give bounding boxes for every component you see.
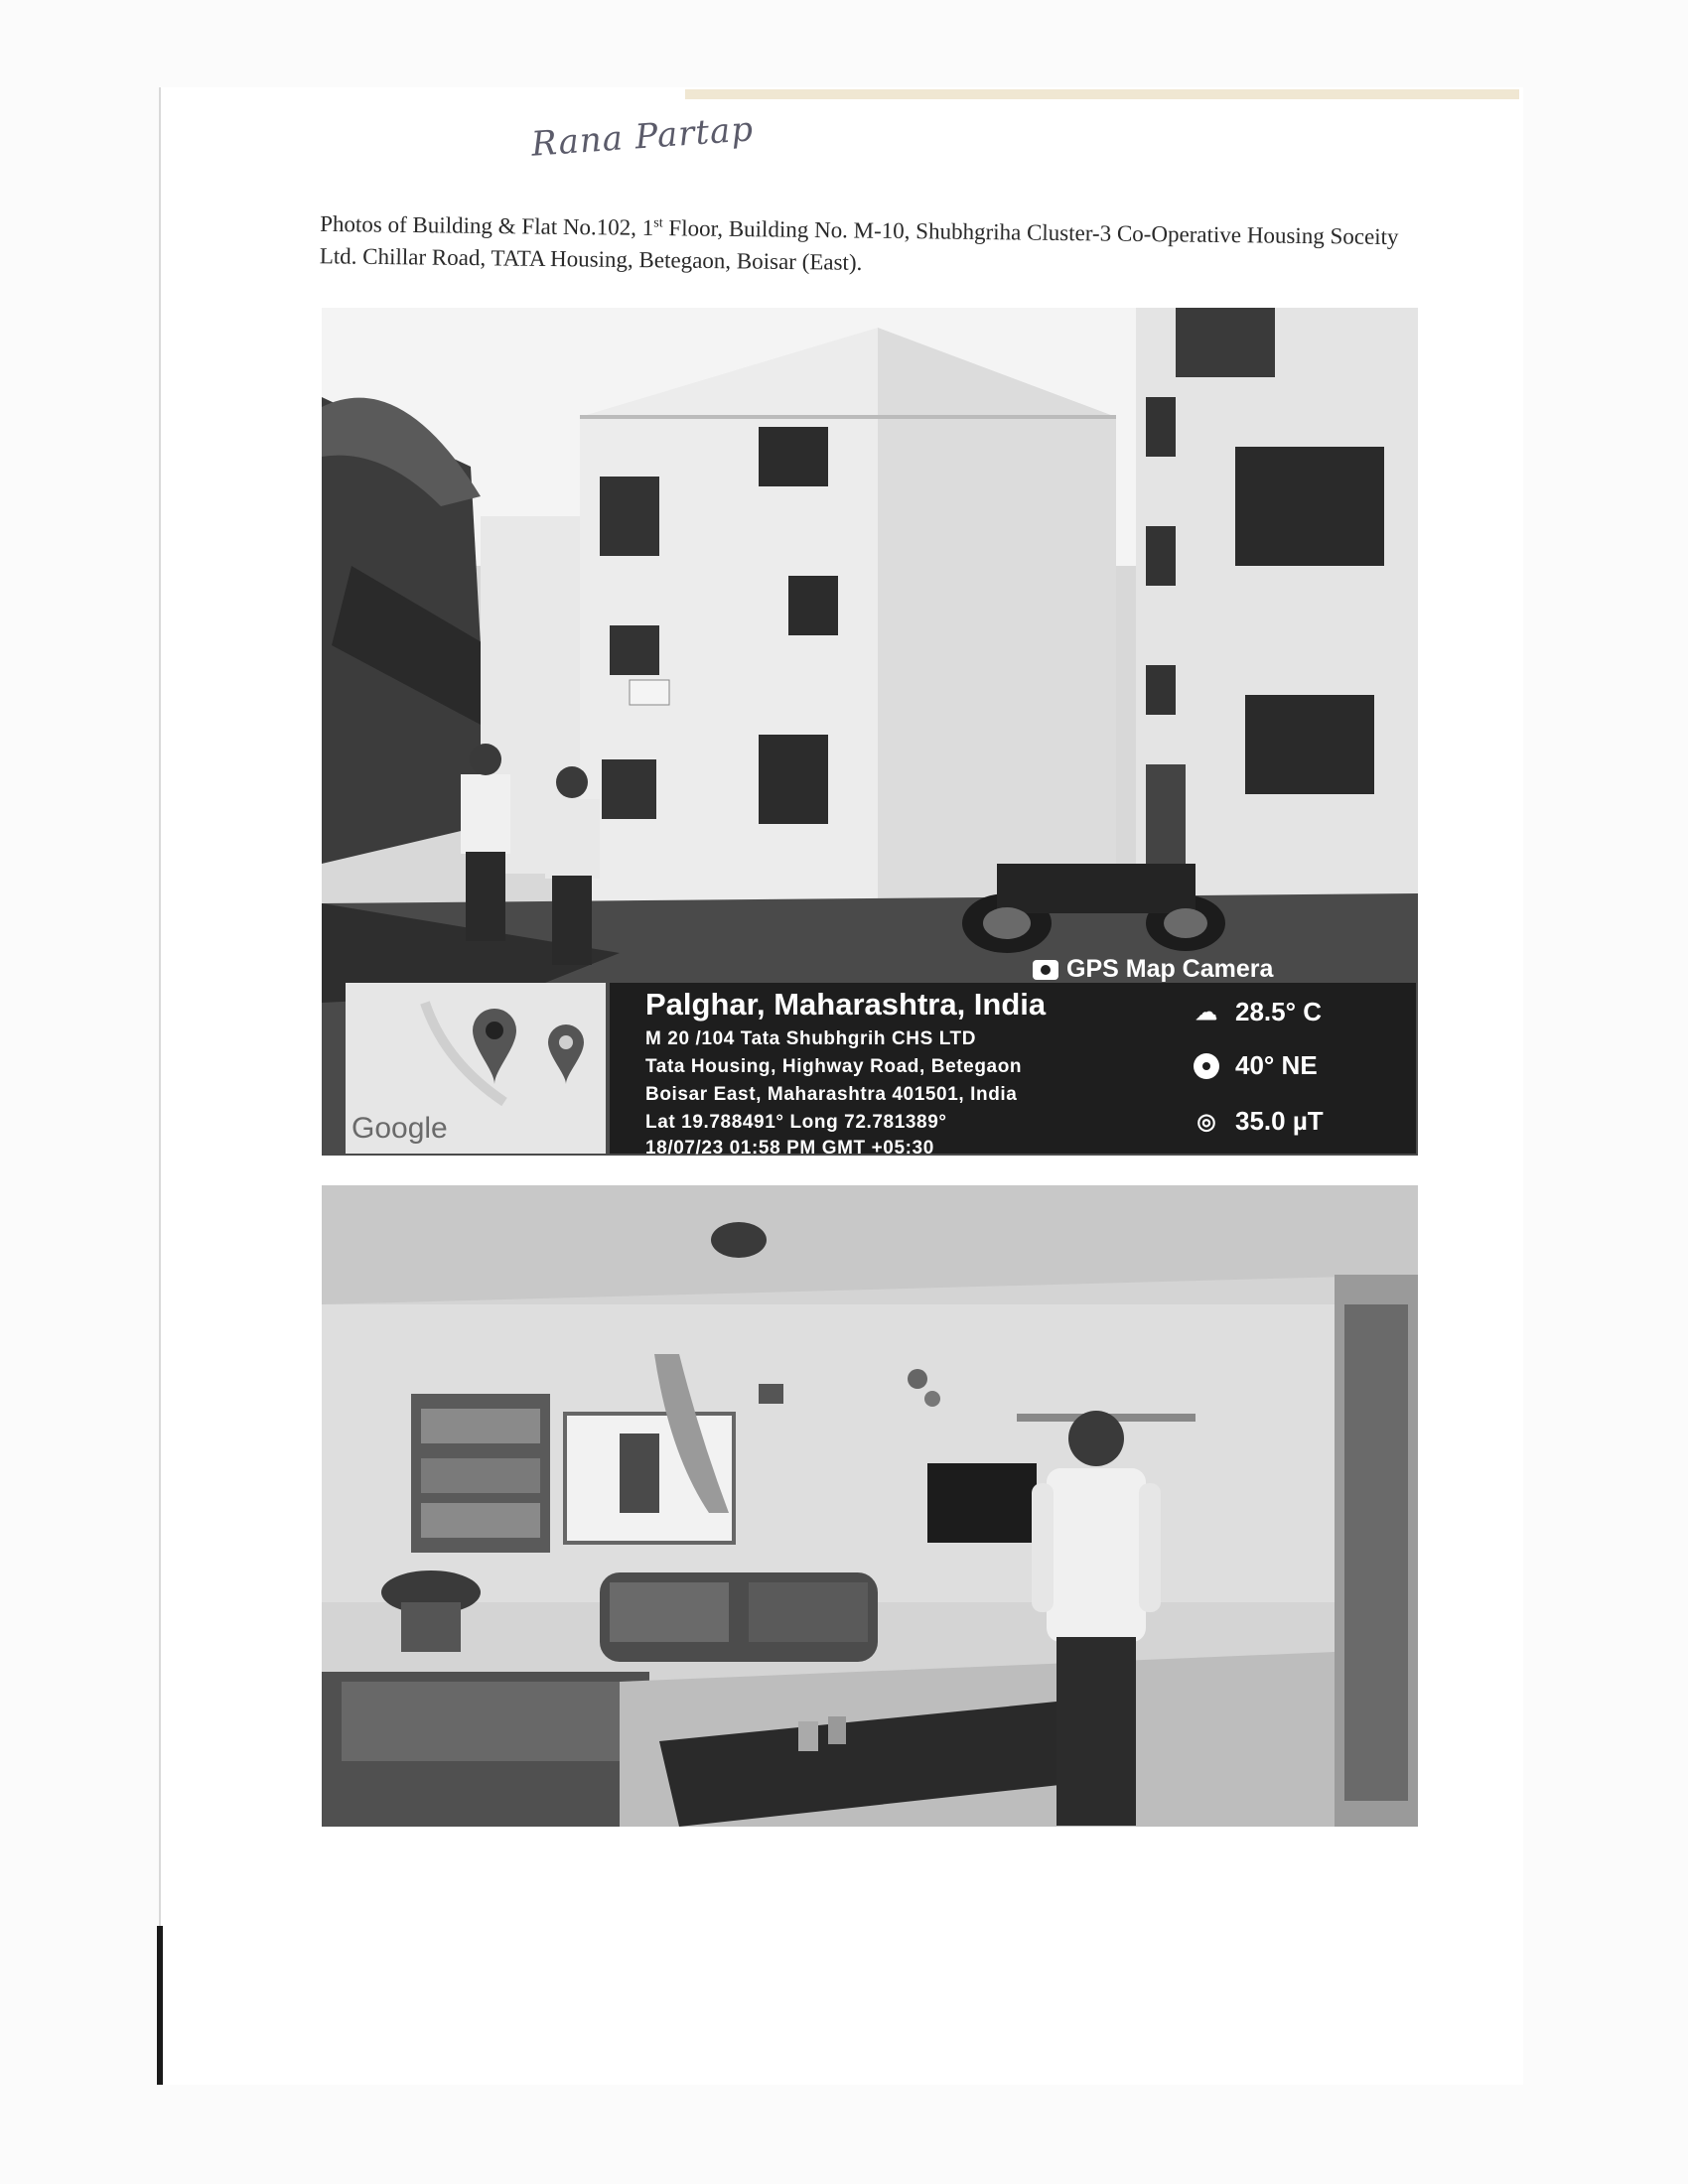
wind-stat	[1190, 1050, 1318, 1081]
gps-brand-label: GPS Map Camera	[1066, 955, 1274, 983]
magnetic-stat	[1190, 1106, 1324, 1137]
gps-address-line: M 20 /104 Tata Shubhgrih CHS LTD	[645, 1028, 977, 1049]
gps-timestamp: 18/07/23 01:58 PM GMT +05:30	[645, 1138, 934, 1159]
heading-text-1: Photos of Building & Flat No.102, 1	[320, 210, 654, 240]
heading-superscript: st	[653, 215, 663, 231]
tape-strip	[685, 89, 1519, 99]
gps-brand	[1033, 955, 1273, 984]
gps-location: Palghar, Maharashtra, India	[645, 987, 1047, 1022]
handwritten-note: Rana Partap	[529, 109, 756, 165]
gps-address-line: Tata Housing, Highway Road, Betegaon	[645, 1056, 1023, 1077]
heading-text-2: Floor, Building No. M-10, Shubhgriha Cluster-3 Co-Operative Housing Soceity Ltd. Chillar Road, TATA Housing, Betegaon, Boisar (East).	[319, 215, 1399, 275]
wind-value: 40° NE	[1235, 1050, 1318, 1080]
temperature-value: 28.5° C	[1235, 997, 1323, 1026]
flat-interior-illustration	[322, 1185, 1418, 1827]
document-heading	[320, 204, 1423, 285]
google-label: Google	[352, 1112, 448, 1145]
compass-icon	[1194, 1053, 1219, 1079]
gps-address-line: Boisar East, Maharashtra 401501, India	[645, 1084, 1018, 1105]
page-edge-shadow	[157, 1926, 163, 2085]
map-thumbnail	[346, 983, 606, 1154]
temperature-stat	[1190, 997, 1322, 1027]
flat-interior-photo	[322, 1185, 1418, 1827]
magnetic-value: 35.0 µT	[1235, 1106, 1324, 1136]
gps-coordinates: Lat 19.788491° Long 72.781389°	[645, 1112, 947, 1133]
cloud-icon: ☁	[1196, 999, 1217, 1024]
camera-icon	[1033, 960, 1058, 980]
magnet-icon: ◎	[1196, 1108, 1216, 1134]
